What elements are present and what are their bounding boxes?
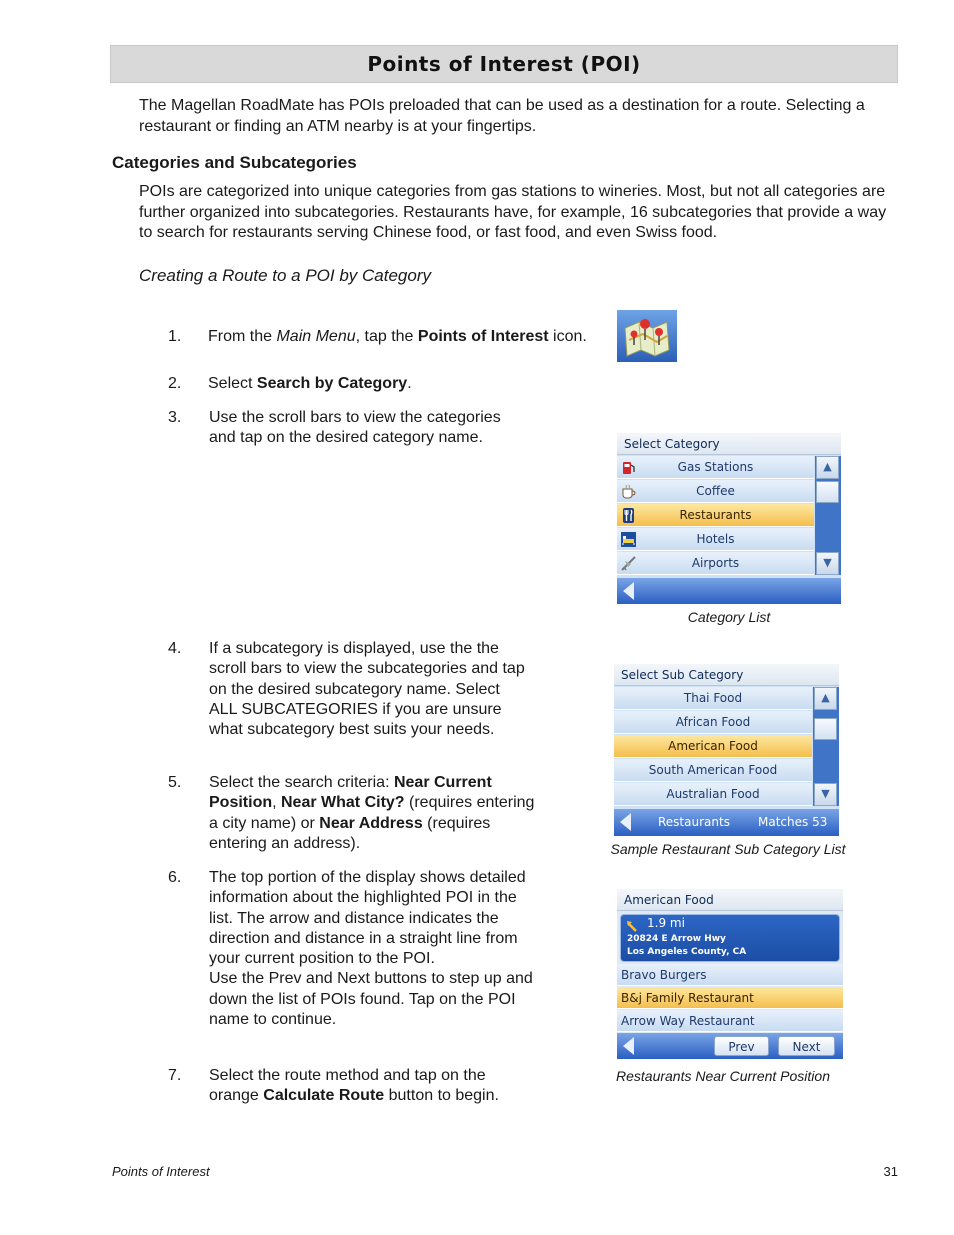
screen-footer — [614, 809, 839, 836]
airplane-icon — [620, 555, 637, 572]
step-number: 1. — [168, 328, 182, 345]
step-6: The top portion of the display shows detailed information about the highlighted POI in the list. The arrow and distance indicates the direction and distance in a straight line from your current position to the POI. Use the Prev and Next buttons to step up and down the list of POIs found. Tap on the POI name to continue. — [209, 869, 533, 1029]
step-number: 6. — [168, 869, 182, 886]
list-item[interactable]: Arrow Way Restaurant — [617, 1010, 843, 1032]
section-paragraph: POIs are categorized into unique categories from gas stations to wineries. Most, but not all categories are further organized into subcategories. Restaurants have, for example, 16 subcategories that provide a way to search for restaurants serving Chinese food, or fast food, and even Swiss food. — [139, 183, 887, 241]
poi-address-line1: 20824 E Arrow Hwy — [627, 934, 726, 944]
back-arrow-icon[interactable] — [623, 1037, 634, 1055]
screen-footer — [617, 578, 841, 604]
page-title-bar — [110, 45, 898, 83]
scrollbar[interactable] — [815, 456, 841, 575]
prev-button[interactable]: Prev — [714, 1036, 769, 1056]
screen-header: Select Category — [617, 433, 841, 455]
step-number: 7. — [168, 1067, 182, 1084]
poi-map-icon — [617, 310, 677, 362]
step-4: If a subcategory is displayed, use the the scroll bars to view the subcategories and tap on the desired subcategory name. Select ALL SUBCATEGORIES if you are unsure what subcategory best suits your needs. — [209, 640, 525, 739]
poi-detail-box — [620, 914, 840, 962]
scrollbar[interactable] — [813, 687, 839, 806]
sub-category-list-screen — [614, 664, 839, 836]
scroll-thumb[interactable] — [816, 481, 839, 503]
scroll-thumb[interactable] — [814, 718, 837, 740]
list-item-selected[interactable]: Restaurants — [617, 504, 814, 527]
list-item[interactable]: Coffee — [617, 480, 814, 503]
step-5: Select the search criteria: Near Current Position, Near What City? (requires entering a city name) or Near Address (requires entering an address). — [209, 774, 535, 852]
category-list-screen — [617, 433, 841, 604]
caption-category-list: Category List — [687, 609, 771, 625]
step-number: 3. — [168, 409, 182, 426]
page-title: Points of Interest (POI) — [367, 52, 641, 76]
list-item[interactable]: African Food — [614, 711, 812, 734]
step-number: 2. — [168, 375, 182, 392]
step-2: Select Search by Category. — [208, 375, 412, 392]
direction-arrow-icon — [626, 918, 639, 931]
footer-matches-count: Matches 53 — [758, 815, 828, 829]
list-item[interactable]: South American Food — [614, 759, 812, 782]
list-item[interactable]: Australian Food — [614, 783, 812, 806]
screen-footer — [617, 1033, 843, 1059]
step-7: Select the route method and tap on the orange Calculate Route button to begin. — [209, 1067, 499, 1105]
list-item-selected[interactable]: American Food — [614, 735, 812, 758]
gas-pump-icon — [620, 459, 637, 476]
step-1: From the Main Menu, tap the Points of Interest icon. — [208, 328, 587, 345]
list-item[interactable]: Airports — [617, 552, 814, 575]
list-item[interactable]: Thai Food — [614, 687, 812, 710]
screen-header: Select Sub Category — [614, 664, 839, 686]
scroll-up-button[interactable]: ▲ — [814, 687, 837, 710]
step-number: 5. — [168, 774, 182, 791]
caption-sub-category-list: Sample Restaurant Sub Category List — [610, 841, 846, 857]
back-arrow-icon[interactable] — [623, 582, 634, 600]
poi-address-line2: Los Angeles County, CA — [627, 947, 747, 957]
scroll-up-button[interactable]: ▲ — [816, 456, 839, 479]
intro-paragraph: The Magellan RoadMate has POIs preloaded that can be used as a destination for a route. Selecting a restaurant or finding an ATM nearby is at your fingertips. — [139, 97, 865, 135]
hotel-bed-icon — [620, 531, 637, 548]
footer-section-label: Points of Interest — [112, 1164, 210, 1179]
screen-header: American Food — [617, 889, 843, 911]
step-3: Use the scroll bars to view the categories and tap on the desired category name. — [209, 409, 501, 447]
footer-category-label: Restaurants — [658, 815, 730, 829]
list-item-selected[interactable]: B&j Family Restaurant — [617, 987, 843, 1009]
poi-distance: 1.9 mi — [647, 916, 685, 930]
poi-results-screen — [617, 889, 843, 1059]
scroll-down-button[interactable]: ▼ — [816, 552, 839, 575]
step-number: 4. — [168, 640, 182, 657]
caption-restaurants-near: Restaurants Near Current Position — [616, 1068, 830, 1084]
next-button[interactable]: Next — [778, 1036, 835, 1056]
page-number: 31 — [883, 1164, 898, 1179]
scroll-down-button[interactable]: ▼ — [814, 783, 837, 806]
list-item[interactable]: Hotels — [617, 528, 814, 551]
section-heading: Categories and Subcategories — [112, 153, 357, 172]
fork-knife-icon — [620, 507, 637, 524]
back-arrow-icon[interactable] — [620, 813, 631, 831]
list-item[interactable]: Bravo Burgers — [617, 964, 843, 986]
list-item[interactable]: Gas Stations — [617, 456, 814, 479]
coffee-cup-icon — [620, 483, 637, 500]
sub-heading: Creating a Route to a POI by Category — [139, 266, 431, 285]
